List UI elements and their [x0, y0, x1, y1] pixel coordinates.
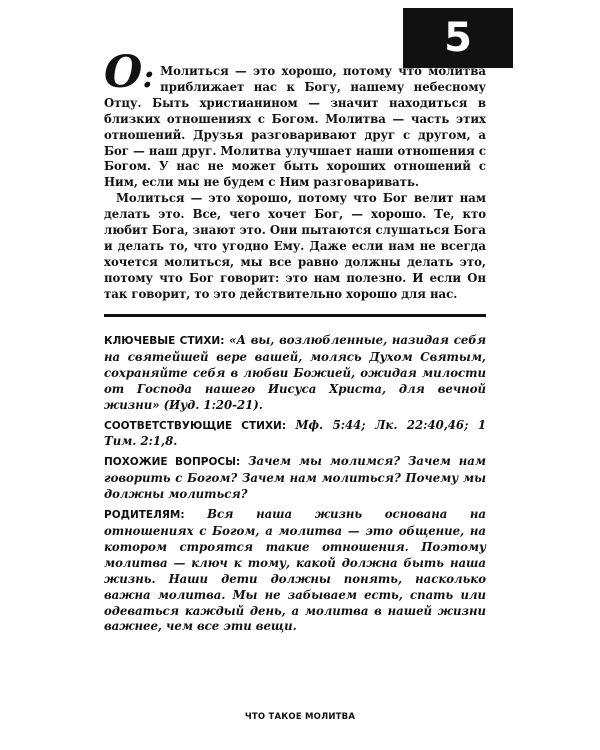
to-parents-label: РОДИТЕЛЯМ: — [104, 509, 185, 522]
key-verses-note — [104, 333, 486, 414]
notes-section — [104, 333, 486, 639]
to-parents-text: Вся наша жизнь основана на отношениях с Богом, а молитва — это общение, на котором строятся такие отношения. Поэтому молитва — ключ к тому, какой должна быть наша жизнь. Наши дети должны понять, насколько важна молитва. Мы не забываем есть, спать или одеваться каждый день, а молитва в нашей жизни важнее, чем все эти вещи. — [104, 507, 486, 634]
page-footer: ЧТО ТАКОЕ МОЛИТВА — [244, 712, 356, 722]
similar-questions-text: Зачем мы молимся? Зачем нам говорить с Богом? Зачем нам молиться? Почему мы должны молиться? — [104, 454, 486, 502]
answer-colon: : — [142, 57, 155, 95]
related-verses-label: СООТВЕТСТВУЮЩИЕ СТИХИ: — [104, 419, 287, 432]
answer-section — [104, 47, 486, 303]
related-verses-note — [104, 418, 486, 451]
answer-letter: О — [104, 47, 143, 98]
related-verses-text: Мф. 5:44; Лк. 22:40,46; 1 Тим. 2:1,8. — [104, 417, 486, 449]
key-verses-text: «А вы, возлюбленные, назидая себя на святейшей вере вашей, молясь Духом Святым, сохраняйте себя в любви Божией, ожидая милости от Господа нашего Иисуса Христа, для вечной жизни» (Иуд. 1:20-21). — [104, 333, 486, 412]
to-parents-note — [104, 507, 486, 635]
answer-paragraph-1: Молиться — это хорошо, потому что молитва приближает нас к Богу, нашему небесному Отцу. Быть христианином — значит находиться в близких отношениях с Богом. Молитва — часть этих отношений. Друзья разговаривают друг с другом, а Бог — наш друг. Молитва улучшает наши отношения с Богом. У нас не может быть хороших отношений с Ним, если мы не будем с Ним разговаривать. — [104, 64, 486, 190]
similar-questions-label: ПОХОЖИЕ ВОПРОСЫ: — [104, 456, 241, 469]
answer-paragraph-2: Молиться — это хорошо, потому что Бог велит нам делать это. Все, чего хочет Бог, — хорошо. Те, кто любит Бога, знают это. Они пытаются слушаться Бога и делать то, что угодно Ему. Даже если нам не всегда хочется молиться, мы все равно должны делать это, потому что Бог говорит: это нам полезно. И если Он так говорит, то это действительно хорошо для нас. — [104, 191, 486, 301]
answer-drop-cap — [104, 47, 155, 98]
similar-questions-note — [104, 454, 486, 503]
section-divider — [104, 314, 486, 317]
key-verses-label: КЛЮЧЕВЫЕ СТИХИ: — [104, 335, 225, 347]
page-number: 5 — [444, 15, 472, 61]
